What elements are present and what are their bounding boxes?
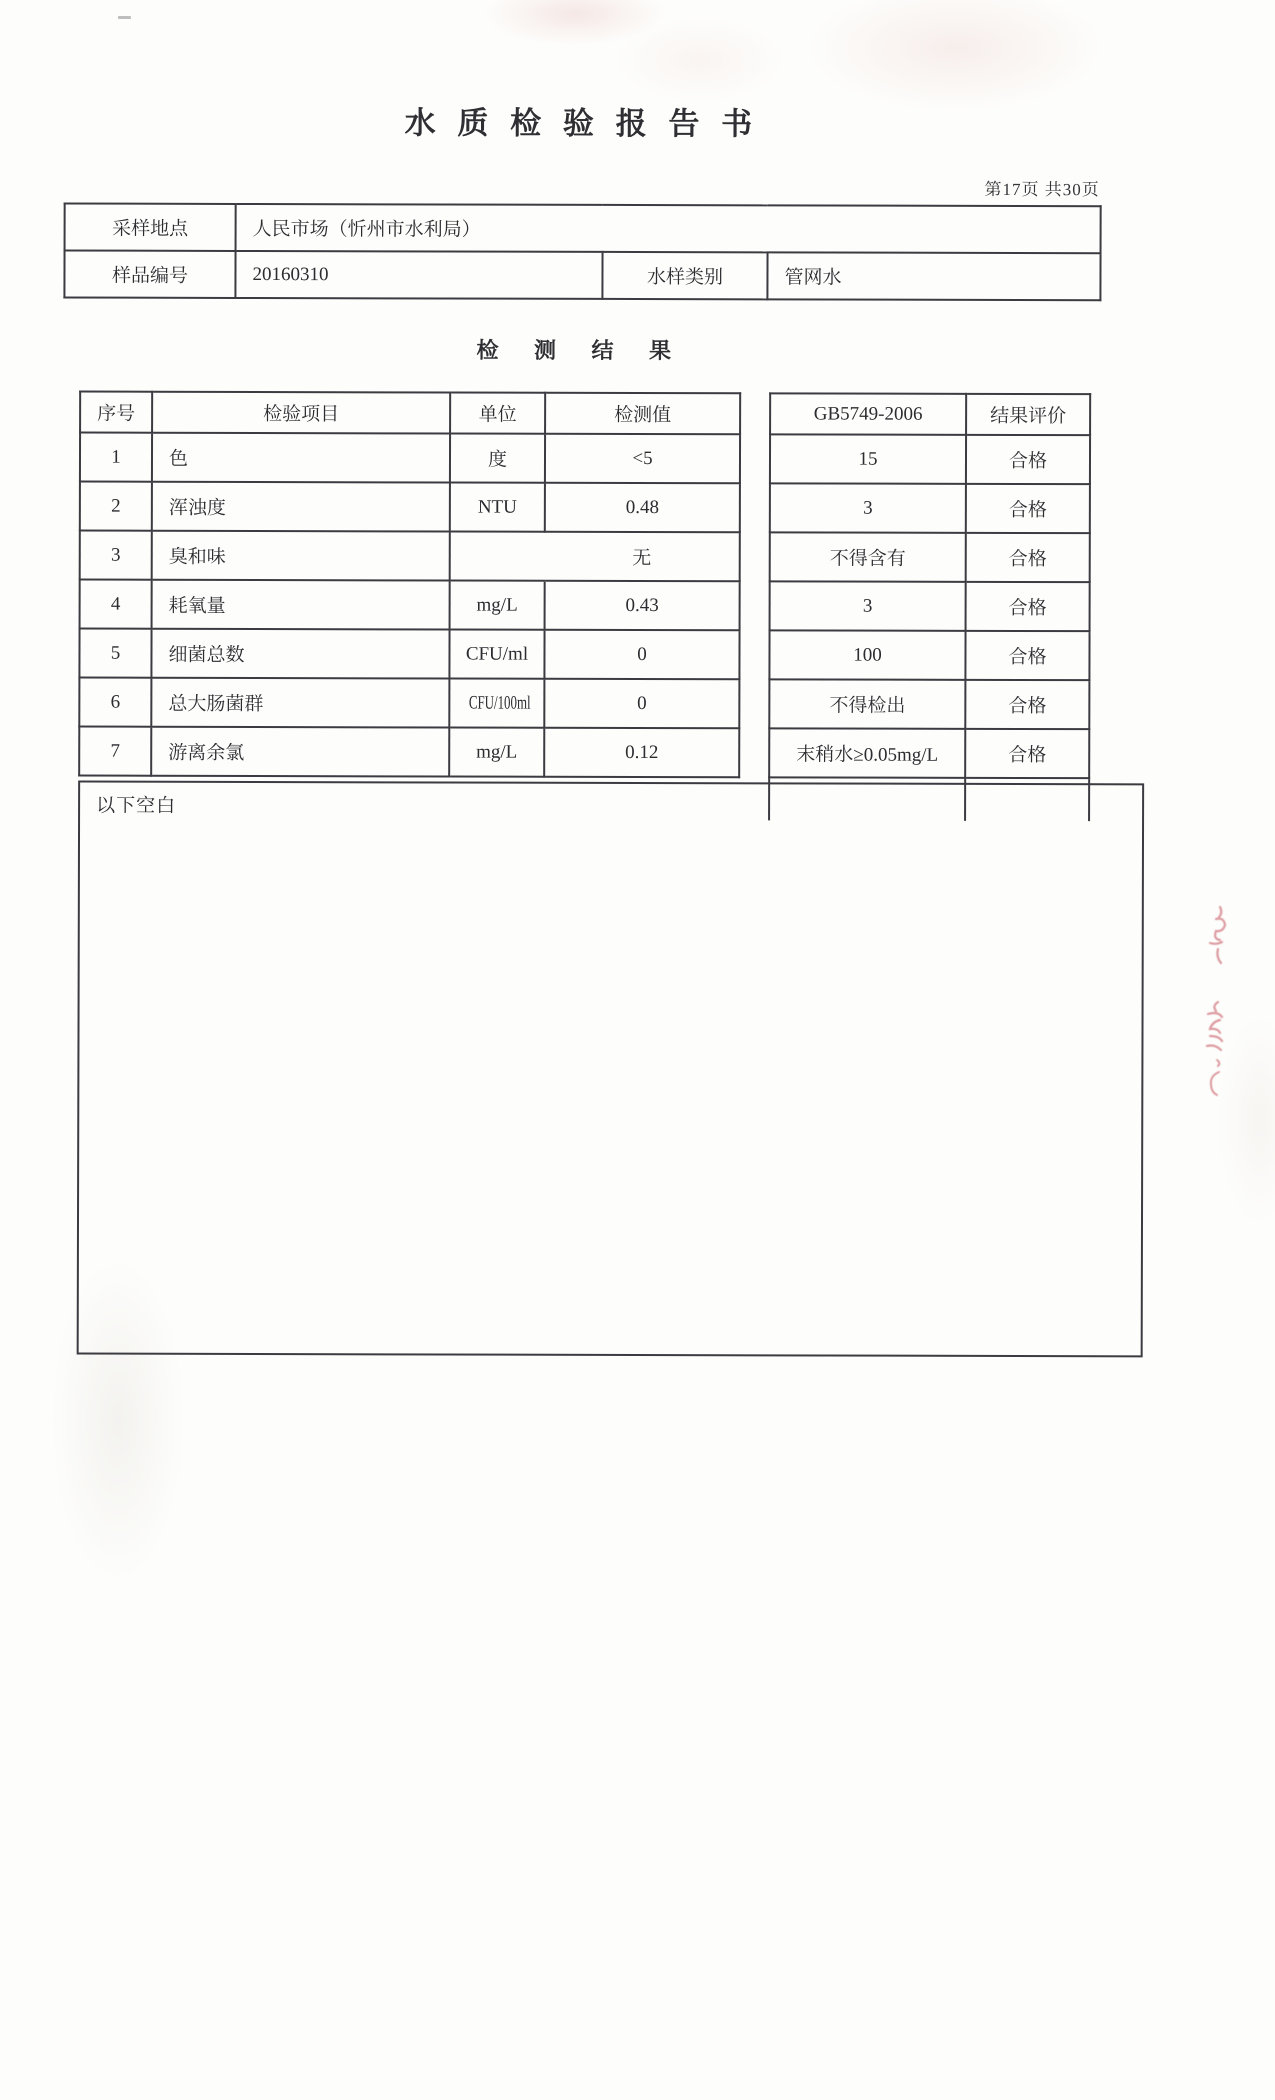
sample-number-value: 20160310 [235,251,602,299]
table-row [79,678,739,729]
table-row [80,482,740,533]
table-header-row [80,392,740,435]
table-row [64,250,1100,300]
cell-standard: 不得检出 [769,679,965,729]
table-row [770,434,1090,484]
cell-item: 总大肠菌群 [151,678,449,728]
cell-value: 无 [545,532,740,582]
cell-standard: 3 [770,483,966,533]
cell-empty [965,778,1089,821]
table-row [769,679,1089,729]
cell-evaluation: 合格 [965,631,1089,680]
sampling-location-label: 采样地点 [65,203,236,250]
cell-item: 耗氧量 [152,580,450,630]
cell-standard: 3 [770,581,966,631]
red-ink-mark [1202,1000,1228,1056]
red-ink-mark [1206,905,1232,967]
cell-standard: 不得含有 [770,532,966,582]
cell-evaluation: 合格 [966,582,1090,631]
cell-standard: 100 [769,630,965,680]
cell-item: 细菌总数 [151,629,449,679]
sampling-location-value: 人民市场（忻州市水利局） [236,204,1101,253]
cell-evaluation: 合格 [965,729,1089,778]
cell-item: 游离余氯 [151,727,449,777]
results-table-right [768,392,1091,821]
table-row [770,483,1090,533]
cell-index: 7 [79,727,151,776]
cell-evaluation: 合格 [966,484,1090,533]
col-header-standard: GB5749-2006 [770,393,966,435]
table-row [769,728,1089,778]
remainder-blank-box [77,781,1144,1358]
sample-number-label: 样品编号 [64,250,235,297]
cell-index: 2 [80,482,152,531]
col-header-evaluation: 结果评价 [966,394,1090,435]
table-row [65,203,1101,253]
table-row [769,630,1089,680]
cell-item: 浑浊度 [152,482,450,532]
table-header-row [770,393,1090,435]
table-row [80,531,740,582]
blank-below-label: 以下空白 [96,795,177,817]
page-number: 第17页 共30页 [984,179,1100,200]
cell-item: 色 [152,433,450,483]
cell-value: 0 [544,679,739,729]
cell-unit [449,679,544,728]
cell-value: 0 [544,630,739,680]
water-type-value: 管网水 [767,252,1100,300]
cell-unit: 度 [450,434,545,483]
col-header-value: 检测值 [545,393,740,435]
table-row [79,629,739,680]
cell-empty [769,777,965,821]
cell-item: 臭和味 [152,531,450,581]
table-row [80,433,740,484]
cell-index: 3 [80,531,152,580]
cell-evaluation: 合格 [966,533,1090,582]
table-row [79,727,739,778]
red-ink-mark [1205,1058,1227,1098]
cell-index: 6 [79,678,151,727]
cell-index: 5 [79,629,151,678]
cell-value: 0.48 [545,483,740,533]
cell-unit: mg/L [449,728,544,777]
cell-standard: 15 [770,434,966,484]
cell-unit [450,532,545,581]
water-type-label: 水样类别 [602,252,767,299]
col-header-index: 序号 [80,392,152,433]
col-header-item: 检验项目 [152,392,450,434]
cell-standard: 末稍水≥0.05mg/L [769,728,965,778]
col-header-unit: 单位 [450,393,545,434]
section-heading: 检 测 结 果 [476,337,687,364]
results-table-left [78,391,741,779]
cell-unit: mg/L [450,581,545,630]
cell-unit-text: CFU/100ml [468,692,531,714]
sample-info-table [63,202,1101,301]
scan-artifact-dash [118,16,131,19]
cell-index: 4 [80,580,152,629]
cell-value: 0.12 [544,728,739,778]
table-row [80,580,740,631]
table-row [770,581,1090,631]
cell-unit: NTU [450,483,545,532]
cell-value: 0.43 [545,581,740,631]
cell-value: <5 [545,434,740,484]
cell-unit: CFU/ml [449,630,544,679]
table-row-empty [769,777,1089,821]
document-title: 水 质 检 验 报 告 书 [404,105,760,142]
table-row [770,532,1090,582]
cell-evaluation: 合格 [965,680,1089,729]
cell-evaluation: 合格 [966,435,1090,484]
cell-index: 1 [80,433,152,482]
